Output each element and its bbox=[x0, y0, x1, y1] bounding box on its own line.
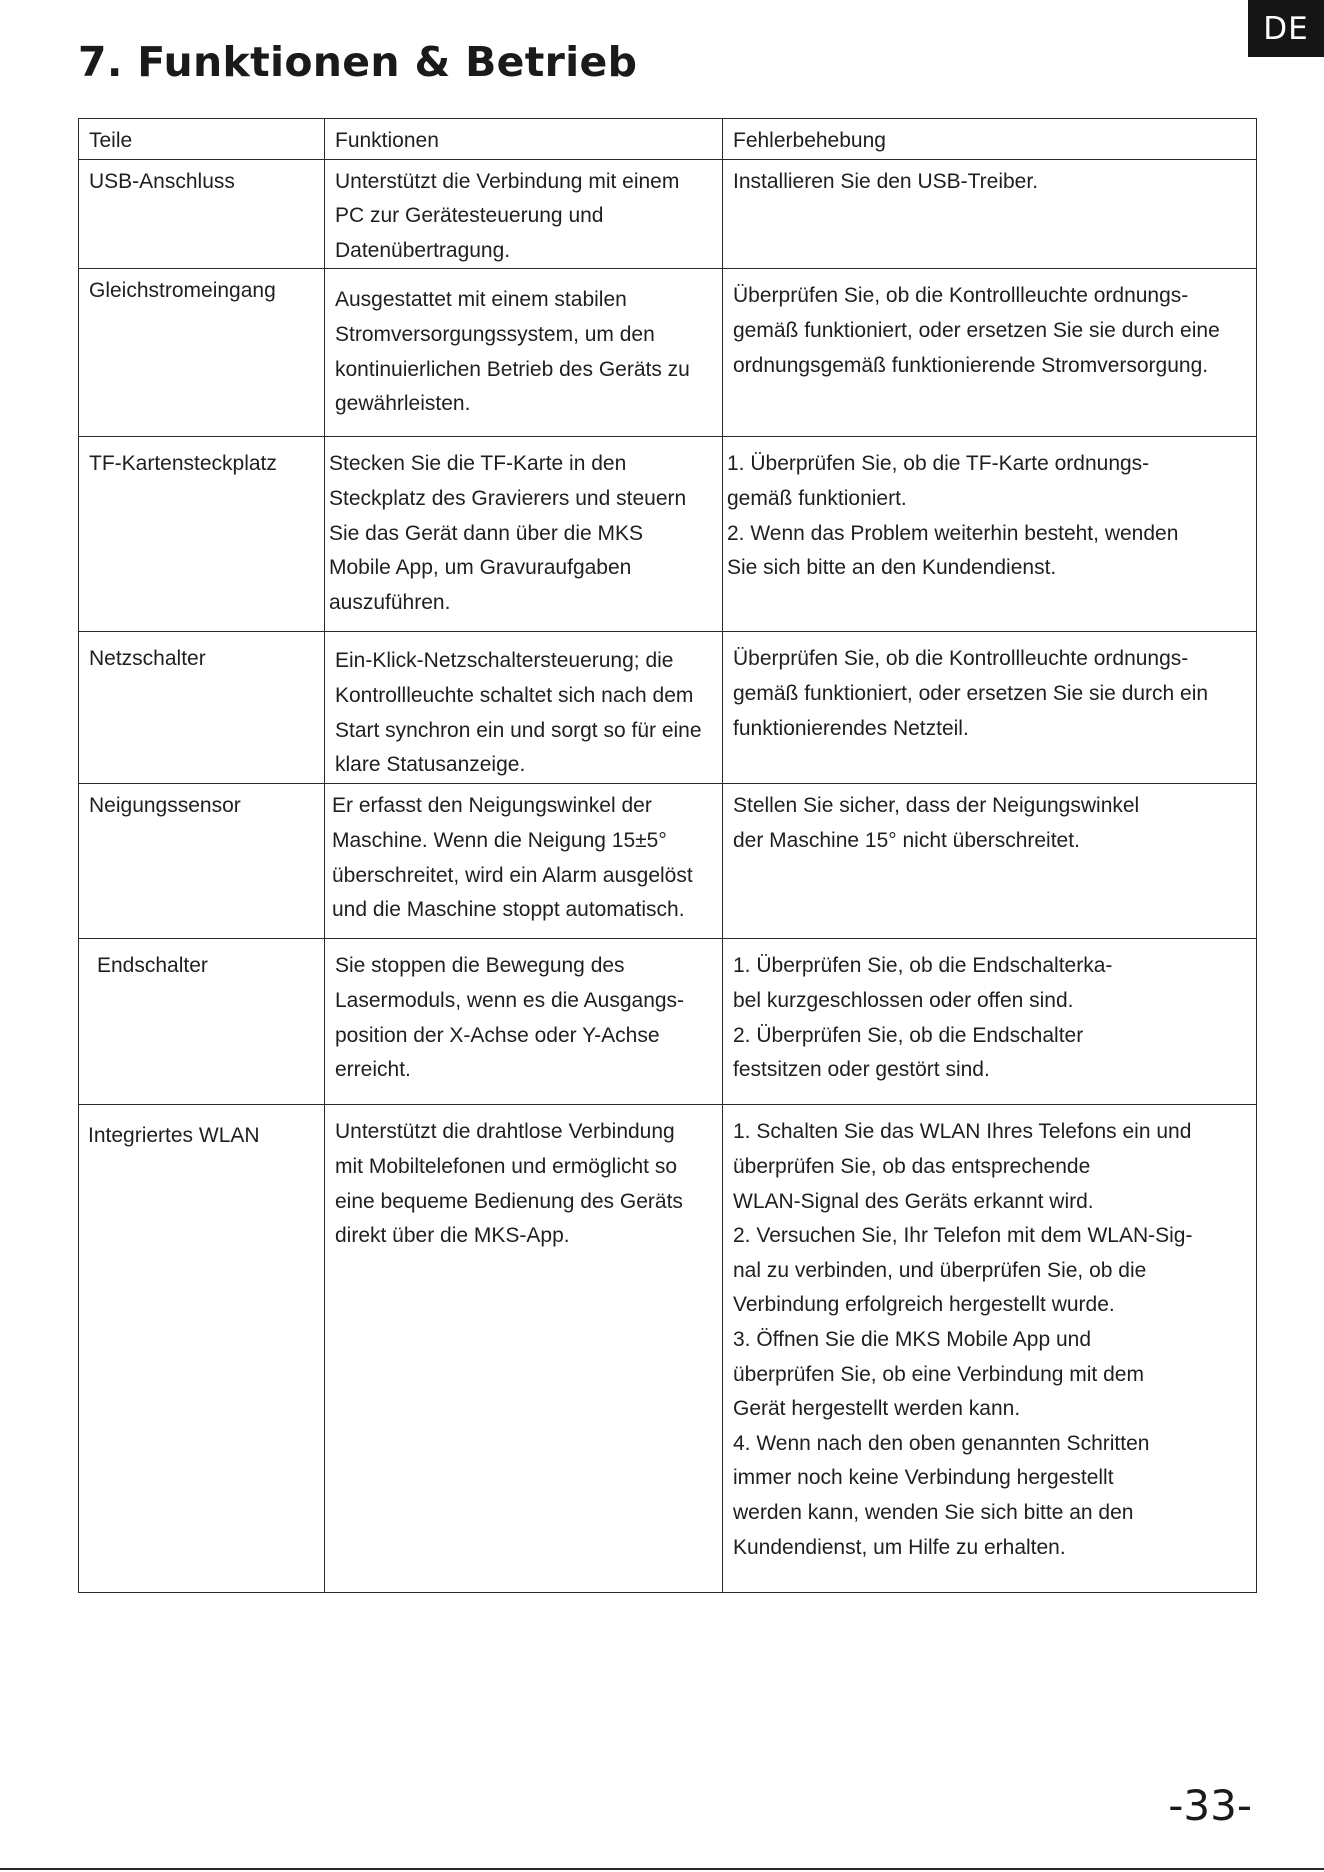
bottom-divider bbox=[0, 1868, 1324, 1870]
troubleshooting-cell: 1. Überprüfen Sie, ob die Endschalterka- bel kurzgeschlossen oder offen sind. 2. Überprüfen Sie, ob die Endschalter festsitzen oder gestört sind. bbox=[723, 939, 1257, 1105]
troubleshooting-cell: 1. Überprüfen Sie, ob die TF-Karte ordnungs- gemäß funktioniert. 2. Wenn das Problem weiterhin besteht, wenden Sie sich bitte an den Kundendienst. bbox=[723, 437, 1257, 632]
troubleshooting-cell: Überprüfen Sie, ob die Kontrollleuchte ordnungs- gemäß funktioniert, oder ersetzen Sie sie durch eine ordnungsgemäß funktionierende Stromversorgung. bbox=[723, 269, 1257, 437]
table-row bbox=[79, 939, 1257, 1105]
part-cell: Endschalter bbox=[79, 939, 325, 1105]
part-cell: Integriertes WLAN bbox=[79, 1105, 325, 1593]
part-cell: Gleichstromeingang bbox=[79, 269, 325, 437]
table-row bbox=[79, 632, 1257, 784]
part-cell: USB-Anschluss bbox=[79, 159, 325, 269]
table-header-row bbox=[79, 119, 1257, 160]
troubleshooting-cell: 1. Schalten Sie das WLAN Ihres Telefons ein und überprüfen Sie, ob das entsprechende WLAN-Signal des Geräts erkannt wird. 2. Versuchen Sie, Ihr Telefon mit dem WLAN-Sig- nal zu verbinden, und überprüfen Sie, ob die Verbindung erfolgreich hergestellt wurde. 3. Öffnen Sie die MKS Mobile App und überprüfen Sie, ob eine Verbindung mit dem Gerät hergestellt werden kann. 4. Wenn nach den oben genannten Schritten immer noch keine Verbindung hergestellt werden kann, wenden Sie sich bitte an den Kundendienst, um Hilfe zu erhalten. bbox=[723, 1105, 1257, 1593]
table-row bbox=[79, 269, 1257, 437]
function-cell: Unterstützt die Verbindung mit einem PC zur Gerätesteuerung und Datenübertragung. bbox=[325, 159, 723, 269]
page-title: 7. Funktionen & Betrieb bbox=[78, 38, 638, 86]
table-row bbox=[79, 784, 1257, 939]
function-cell: Ausgestattet mit einem stabilen Stromversorgungssystem, um den kontinuierlichen Betrieb des Geräts zu gewährleisten. bbox=[325, 269, 723, 437]
function-cell: Sie stoppen die Bewegung des Lasermoduls, wenn es die Ausgangs- position der X-Achse oder Y-Achse erreicht. bbox=[325, 939, 723, 1105]
table-row bbox=[79, 437, 1257, 632]
table-row bbox=[79, 1105, 1257, 1593]
part-cell: Netzschalter bbox=[79, 632, 325, 784]
function-cell: Ein-Klick-Netzschaltersteuerung; die Kontrollleuchte schaltet sich nach dem Start synchron ein und sorgt so für eine klare Statusanzeige. bbox=[325, 632, 723, 784]
header-functions: Funktionen bbox=[325, 119, 723, 160]
function-cell: Er erfasst den Neigungswinkel der Maschine. Wenn die Neigung 15±5° überschreitet, wird ein Alarm ausgelöst und die Maschine stoppt automatisch. bbox=[325, 784, 723, 939]
page-number: -33- bbox=[1168, 1781, 1252, 1830]
function-cell: Stecken Sie die TF-Karte in den Steckplatz des Gravierers und steuern Sie das Gerät dann über die MKS Mobile App, um Gravuraufgaben auszuführen. bbox=[325, 437, 723, 632]
troubleshooting-cell: Überprüfen Sie, ob die Kontrollleuchte ordnungs- gemäß funktioniert, oder ersetzen Sie sie durch ein funktionierendes Netzteil. bbox=[723, 632, 1257, 784]
language-badge: DE bbox=[1248, 0, 1324, 57]
functions-table bbox=[78, 118, 1257, 1593]
header-troubleshooting: Fehlerbehebung bbox=[723, 119, 1257, 160]
troubleshooting-cell: Stellen Sie sicher, dass der Neigungswinkel der Maschine 15° nicht überschreitet. bbox=[723, 784, 1257, 939]
function-cell: Unterstützt die drahtlose Verbindung mit Mobiltelefonen und ermöglicht so eine bequeme Bedienung des Geräts direkt über die MKS-App. bbox=[325, 1105, 723, 1593]
troubleshooting-cell: Installieren Sie den USB-Treiber. bbox=[723, 159, 1257, 269]
header-parts: Teile bbox=[79, 119, 325, 160]
table-row bbox=[79, 159, 1257, 269]
part-cell: Neigungssensor bbox=[79, 784, 325, 939]
part-cell: TF-Kartensteckplatz bbox=[79, 437, 325, 632]
